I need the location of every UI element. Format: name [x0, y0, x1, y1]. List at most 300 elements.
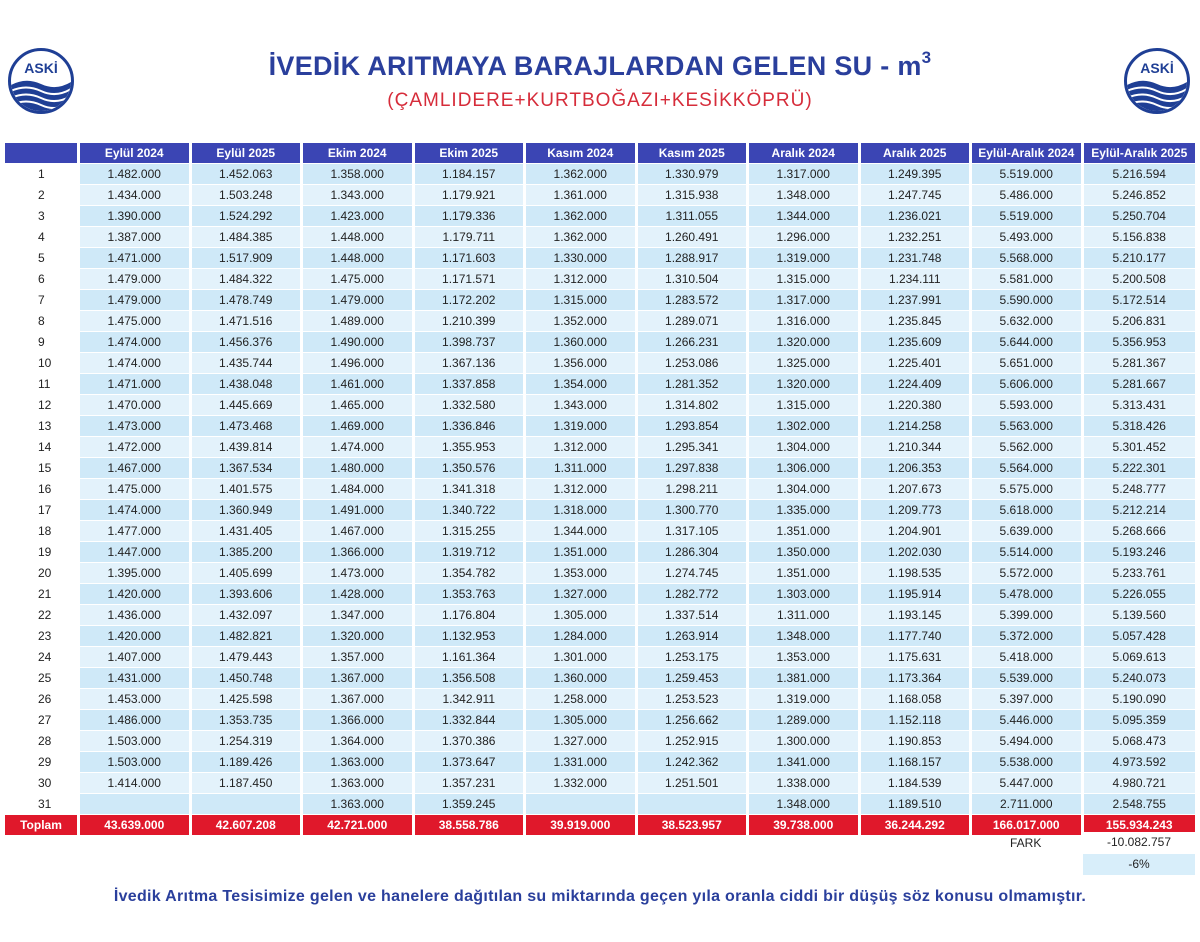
header-cell: Eylül 2024 — [80, 143, 192, 164]
value-cell: 1.363.000 — [303, 794, 415, 815]
page-subtitle: (ÇAMLIDERE+KURTBOĞAZI+KESİKKÖPRÜ) — [387, 90, 813, 111]
value-cell: 5.268.666 — [1084, 521, 1196, 542]
value-cell: 5.068.473 — [1084, 731, 1196, 752]
day-cell: 11 — [5, 374, 80, 395]
value-cell: 1.467.000 — [303, 521, 415, 542]
value-cell: 1.356.000 — [526, 353, 638, 374]
table-row — [5, 227, 1195, 248]
value-cell: 5.216.594 — [1084, 164, 1196, 185]
value-cell: 1.475.000 — [303, 269, 415, 290]
fark-label: FARK — [1010, 836, 1042, 850]
header-cell: Ekim 2024 — [303, 143, 415, 164]
value-cell: 1.354.782 — [415, 563, 527, 584]
value-cell: 5.193.246 — [1084, 542, 1196, 563]
value-cell: 1.288.917 — [638, 248, 750, 269]
value-cell: 1.480.000 — [303, 458, 415, 479]
table-row — [5, 731, 1195, 752]
value-cell: 1.253.175 — [638, 647, 750, 668]
value-cell: 1.477.000 — [80, 521, 192, 542]
page-title-unit-exponent: 3 — [921, 48, 932, 67]
value-cell: 1.311.000 — [526, 458, 638, 479]
value-cell: 1.393.606 — [192, 584, 304, 605]
table-row — [5, 437, 1195, 458]
value-cell: 5.200.508 — [1084, 269, 1196, 290]
value-cell: 5.172.514 — [1084, 290, 1196, 311]
value-cell: 1.252.915 — [638, 731, 750, 752]
value-cell: 1.319.000 — [526, 416, 638, 437]
value-cell: 1.187.450 — [192, 773, 304, 794]
value-cell: 1.254.319 — [192, 731, 304, 752]
aski-logo-text: ASKİ — [1140, 60, 1174, 76]
value-cell: 5.318.426 — [1084, 416, 1196, 437]
value-cell: 1.281.352 — [638, 374, 750, 395]
value-cell: 1.491.000 — [303, 500, 415, 521]
value-cell: 5.644.000 — [972, 332, 1084, 353]
value-cell: 1.353.000 — [749, 647, 861, 668]
value-cell: 5.248.777 — [1084, 479, 1196, 500]
value-cell: 1.359.245 — [415, 794, 527, 815]
value-cell: 1.332.580 — [415, 395, 527, 416]
value-cell: 1.266.231 — [638, 332, 750, 353]
value-cell: 1.289.000 — [749, 710, 861, 731]
value-cell: 5.618.000 — [972, 500, 1084, 521]
value-cell: 1.330.979 — [638, 164, 750, 185]
value-cell: 1.231.748 — [861, 248, 973, 269]
day-cell: 19 — [5, 542, 80, 563]
value-cell: 1.161.364 — [415, 647, 527, 668]
header-cell: Aralık 2025 — [861, 143, 973, 164]
value-cell: 1.351.000 — [749, 521, 861, 542]
value-cell: 1.361.000 — [526, 185, 638, 206]
value-cell: 1.351.000 — [749, 563, 861, 584]
value-cell: 1.479.443 — [192, 647, 304, 668]
header-cell: Kasım 2025 — [638, 143, 750, 164]
value-cell: 1.353.735 — [192, 710, 304, 731]
footer-note: İvedik Arıtma Tesisimize gelen ve hanelere dağıtılan su miktarında geçen yıla oranla ciddi bir düşüş söz konusu olmamıştır. — [113, 888, 1087, 905]
header-cell: Ekim 2025 — [415, 143, 527, 164]
day-cell: 29 — [5, 752, 80, 773]
value-cell: 1.316.000 — [749, 311, 861, 332]
value-cell: 1.286.304 — [638, 542, 750, 563]
value-cell: 1.344.000 — [526, 521, 638, 542]
value-cell: 1.478.749 — [192, 290, 304, 311]
value-cell: 1.350.576 — [415, 458, 527, 479]
value-cell: 1.293.854 — [638, 416, 750, 437]
value-cell: 1.179.336 — [415, 206, 527, 227]
value-cell: 5.069.613 — [1084, 647, 1196, 668]
value-cell: 1.312.000 — [526, 479, 638, 500]
value-cell: 1.315.000 — [526, 290, 638, 311]
table-row — [5, 521, 1195, 542]
value-cell: 1.340.722 — [415, 500, 527, 521]
value-cell: 5.572.000 — [972, 563, 1084, 584]
day-cell: 20 — [5, 563, 80, 584]
value-cell: 1.304.000 — [749, 479, 861, 500]
day-cell: 14 — [5, 437, 80, 458]
value-cell: 1.486.000 — [80, 710, 192, 731]
day-cell: 7 — [5, 290, 80, 311]
value-cell: 1.461.000 — [303, 374, 415, 395]
value-cell: 1.235.609 — [861, 332, 973, 353]
value-cell: 1.352.000 — [526, 311, 638, 332]
value-cell: 1.301.000 — [526, 647, 638, 668]
value-cell: 5.651.000 — [972, 353, 1084, 374]
value-cell: 1.320.000 — [749, 332, 861, 353]
value-cell: 5.250.704 — [1084, 206, 1196, 227]
value-cell: 1.300.770 — [638, 500, 750, 521]
value-cell: 1.263.914 — [638, 626, 750, 647]
value-cell: 1.479.000 — [303, 290, 415, 311]
value-cell: 1.317.000 — [749, 290, 861, 311]
value-cell: 1.317.105 — [638, 521, 750, 542]
total-value-cell: 43.639.000 — [80, 815, 192, 836]
header-cell-day — [5, 143, 80, 164]
table-row — [5, 269, 1195, 290]
value-cell: 1.220.380 — [861, 395, 973, 416]
value-cell: 1.407.000 — [80, 647, 192, 668]
value-cell: 1.341.000 — [749, 752, 861, 773]
day-cell: 31 — [5, 794, 80, 815]
value-cell: 1.473.000 — [303, 563, 415, 584]
day-cell: 30 — [5, 773, 80, 794]
value-cell: 1.435.744 — [192, 353, 304, 374]
value-cell: 1.395.000 — [80, 563, 192, 584]
table-row — [5, 185, 1195, 206]
day-cell: 26 — [5, 689, 80, 710]
value-cell: 1.179.711 — [415, 227, 527, 248]
value-cell: 5.240.073 — [1084, 668, 1196, 689]
total-value-cell: 38.558.786 — [415, 815, 527, 836]
value-cell: 5.356.953 — [1084, 332, 1196, 353]
value-cell: 5.281.667 — [1084, 374, 1196, 395]
value-cell: 5.519.000 — [972, 164, 1084, 185]
value-cell: 1.214.258 — [861, 416, 973, 437]
value-cell: 1.204.901 — [861, 521, 973, 542]
value-cell: 1.473.000 — [80, 416, 192, 437]
value-cell: 1.452.063 — [192, 164, 304, 185]
value-cell: 1.484.000 — [303, 479, 415, 500]
value-cell: 1.168.058 — [861, 689, 973, 710]
value-cell: 1.305.000 — [526, 605, 638, 626]
total-value-cell: 39.919.000 — [526, 815, 638, 836]
value-cell: 1.428.000 — [303, 584, 415, 605]
value-cell: 1.489.000 — [303, 311, 415, 332]
value-cell: 1.320.000 — [749, 374, 861, 395]
value-cell: 1.256.662 — [638, 710, 750, 731]
value-cell: 1.405.699 — [192, 563, 304, 584]
page-title — [0, 50, 1200, 82]
value-cell: 1.251.501 — [638, 773, 750, 794]
total-value-cell: 42.607.208 — [192, 815, 304, 836]
value-cell: 1.503.248 — [192, 185, 304, 206]
table-row — [5, 479, 1195, 500]
value-cell: 1.423.000 — [303, 206, 415, 227]
value-cell: 1.347.000 — [303, 605, 415, 626]
value-cell: 1.237.991 — [861, 290, 973, 311]
value-cell: 1.360.000 — [526, 668, 638, 689]
value-cell: 1.331.000 — [526, 752, 638, 773]
table-row — [5, 353, 1195, 374]
value-cell: 1.315.000 — [749, 395, 861, 416]
value-cell: 1.420.000 — [80, 626, 192, 647]
value-cell: 1.236.021 — [861, 206, 973, 227]
value-cell: 1.249.395 — [861, 164, 973, 185]
header-cell: Kasım 2024 — [526, 143, 638, 164]
value-cell: 1.475.000 — [80, 479, 192, 500]
day-cell: 28 — [5, 731, 80, 752]
value-cell: 1.325.000 — [749, 353, 861, 374]
value-cell: 1.332.844 — [415, 710, 527, 731]
value-cell: 1.253.523 — [638, 689, 750, 710]
total-value-cell: 155.934.243 — [1084, 815, 1196, 836]
value-cell: 5.519.000 — [972, 206, 1084, 227]
value-cell: 1.253.086 — [638, 353, 750, 374]
value-cell: 1.348.000 — [749, 626, 861, 647]
value-cell: 1.258.000 — [526, 689, 638, 710]
value-cell: 1.484.322 — [192, 269, 304, 290]
day-cell: 12 — [5, 395, 80, 416]
value-cell: 5.568.000 — [972, 248, 1084, 269]
value-cell: 1.295.341 — [638, 437, 750, 458]
day-cell: 22 — [5, 605, 80, 626]
value-cell: 5.539.000 — [972, 668, 1084, 689]
value-cell: 1.448.000 — [303, 227, 415, 248]
value-cell: 1.470.000 — [80, 395, 192, 416]
value-cell: 1.517.909 — [192, 248, 304, 269]
value-cell: 5.246.852 — [1084, 185, 1196, 206]
table-row — [5, 584, 1195, 605]
value-cell: 1.439.814 — [192, 437, 304, 458]
value-cell: 1.431.405 — [192, 521, 304, 542]
value-cell: 1.360.000 — [526, 332, 638, 353]
header-cell: Eylül-Aralık 2024 — [972, 143, 1084, 164]
value-cell: 2.711.000 — [972, 794, 1084, 815]
value-cell: 1.320.000 — [303, 626, 415, 647]
value-cell: 1.306.000 — [749, 458, 861, 479]
value-cell: 1.319.000 — [749, 248, 861, 269]
value-cell: 1.184.157 — [415, 164, 527, 185]
value-cell: 1.177.740 — [861, 626, 973, 647]
value-cell: 1.356.508 — [415, 668, 527, 689]
table-body — [5, 164, 1195, 815]
value-cell: 5.538.000 — [972, 752, 1084, 773]
value-cell: 1.172.202 — [415, 290, 527, 311]
value-cell: 1.336.846 — [415, 416, 527, 437]
day-cell: 5 — [5, 248, 80, 269]
value-cell: 1.341.318 — [415, 479, 527, 500]
value-cell: 1.304.000 — [749, 437, 861, 458]
value-cell: 1.330.000 — [526, 248, 638, 269]
day-cell: 16 — [5, 479, 80, 500]
value-cell: 1.438.048 — [192, 374, 304, 395]
value-cell: 1.171.603 — [415, 248, 527, 269]
value-cell: 5.313.431 — [1084, 395, 1196, 416]
value-cell: 1.447.000 — [80, 542, 192, 563]
value-cell: 1.343.000 — [526, 395, 638, 416]
day-cell: 27 — [5, 710, 80, 731]
value-cell: 1.242.362 — [638, 752, 750, 773]
value-cell: 1.224.409 — [861, 374, 973, 395]
value-cell: 1.302.000 — [749, 416, 861, 437]
value-cell: 1.225.401 — [861, 353, 973, 374]
value-cell: 1.247.745 — [861, 185, 973, 206]
value-cell: 1.317.000 — [749, 164, 861, 185]
value-cell: 1.207.673 — [861, 479, 973, 500]
value-cell: 1.471.000 — [80, 374, 192, 395]
value-cell: 1.503.000 — [80, 731, 192, 752]
water-table — [5, 143, 1195, 836]
value-cell: 1.469.000 — [303, 416, 415, 437]
value-cell: 1.353.763 — [415, 584, 527, 605]
value-cell: 5.212.214 — [1084, 500, 1196, 521]
value-cell: 1.474.000 — [80, 332, 192, 353]
value-cell: 1.319.712 — [415, 542, 527, 563]
value-cell: 4.980.721 — [1084, 773, 1196, 794]
value-cell: 5.057.428 — [1084, 626, 1196, 647]
header-cell: Eylül-Aralık 2025 — [1084, 143, 1196, 164]
value-cell: 1.152.118 — [861, 710, 973, 731]
value-cell: 1.318.000 — [526, 500, 638, 521]
value-cell: 1.414.000 — [80, 773, 192, 794]
value-cell: 5.590.000 — [972, 290, 1084, 311]
value-cell: 1.189.426 — [192, 752, 304, 773]
table-row — [5, 290, 1195, 311]
value-cell: 1.315.938 — [638, 185, 750, 206]
value-cell: 1.274.745 — [638, 563, 750, 584]
header-cell: Eylül 2025 — [192, 143, 304, 164]
value-cell: 5.446.000 — [972, 710, 1084, 731]
value-cell: 1.362.000 — [526, 227, 638, 248]
value-cell: 5.156.838 — [1084, 227, 1196, 248]
value-cell: 1.360.949 — [192, 500, 304, 521]
value-cell: 1.350.000 — [749, 542, 861, 563]
value-cell: 1.367.000 — [303, 668, 415, 689]
value-cell: 1.193.145 — [861, 605, 973, 626]
value-cell: 1.338.000 — [749, 773, 861, 794]
value-cell: 1.314.802 — [638, 395, 750, 416]
value-cell: 1.289.071 — [638, 311, 750, 332]
value-cell: 1.332.000 — [526, 773, 638, 794]
total-value-cell: 42.721.000 — [303, 815, 415, 836]
day-cell: 17 — [5, 500, 80, 521]
value-cell: 1.453.000 — [80, 689, 192, 710]
value-cell: 1.358.000 — [303, 164, 415, 185]
value-cell: 5.493.000 — [972, 227, 1084, 248]
value-cell: 1.132.953 — [415, 626, 527, 647]
value-cell: 5.206.831 — [1084, 311, 1196, 332]
table-row — [5, 773, 1195, 794]
table-row — [5, 458, 1195, 479]
value-cell: 1.490.000 — [303, 332, 415, 353]
value-cell: 1.363.000 — [303, 773, 415, 794]
table-row — [5, 710, 1195, 731]
value-cell: 5.581.000 — [972, 269, 1084, 290]
value-cell: 1.176.804 — [415, 605, 527, 626]
value-cell: 1.465.000 — [303, 395, 415, 416]
value-cell: 5.372.000 — [972, 626, 1084, 647]
value-cell: 1.312.000 — [526, 437, 638, 458]
value-cell: 1.450.748 — [192, 668, 304, 689]
value-cell: 1.355.953 — [415, 437, 527, 458]
value-cell: 1.209.773 — [861, 500, 973, 521]
value-cell: 1.189.510 — [861, 794, 973, 815]
table-row — [5, 605, 1195, 626]
value-cell: 5.494.000 — [972, 731, 1084, 752]
value-cell: 1.445.669 — [192, 395, 304, 416]
table-row — [5, 248, 1195, 269]
value-cell: 5.564.000 — [972, 458, 1084, 479]
value-cell: 1.283.572 — [638, 290, 750, 311]
table-row — [5, 500, 1195, 521]
value-cell: 1.473.468 — [192, 416, 304, 437]
value-cell: 1.337.514 — [638, 605, 750, 626]
value-cell: 1.385.200 — [192, 542, 304, 563]
value-cell: 1.357.000 — [303, 647, 415, 668]
table-row — [5, 311, 1195, 332]
value-cell: 1.298.211 — [638, 479, 750, 500]
day-cell: 9 — [5, 332, 80, 353]
value-cell: 1.401.575 — [192, 479, 304, 500]
value-cell: 1.171.571 — [415, 269, 527, 290]
value-cell: 1.398.737 — [415, 332, 527, 353]
value-cell: 1.366.000 — [303, 542, 415, 563]
value-cell: 1.300.000 — [749, 731, 861, 752]
table-row — [5, 164, 1195, 185]
value-cell: 1.235.845 — [861, 311, 973, 332]
total-value-cell: 38.523.957 — [638, 815, 750, 836]
value-cell: 1.472.000 — [80, 437, 192, 458]
value-cell: 1.351.000 — [526, 542, 638, 563]
value-cell: 1.474.000 — [80, 353, 192, 374]
value-cell: 1.381.000 — [749, 668, 861, 689]
value-cell: 1.353.000 — [526, 563, 638, 584]
value-cell: 1.420.000 — [80, 584, 192, 605]
value-cell: 1.496.000 — [303, 353, 415, 374]
value-cell: 1.190.853 — [861, 731, 973, 752]
value-cell — [638, 794, 750, 815]
value-cell: 5.478.000 — [972, 584, 1084, 605]
value-cell: 1.296.000 — [749, 227, 861, 248]
value-cell: 1.343.000 — [303, 185, 415, 206]
value-cell: 1.471.000 — [80, 248, 192, 269]
value-cell: 1.479.000 — [80, 290, 192, 311]
value-cell: 1.198.535 — [861, 563, 973, 584]
value-cell: 5.447.000 — [972, 773, 1084, 794]
value-cell: 1.311.055 — [638, 206, 750, 227]
value-cell: 1.260.491 — [638, 227, 750, 248]
table-row — [5, 668, 1195, 689]
fark-value: -10.082.757 — [1083, 832, 1195, 853]
value-cell: 1.479.000 — [80, 269, 192, 290]
value-cell — [526, 794, 638, 815]
value-cell: 5.397.000 — [972, 689, 1084, 710]
value-cell: 1.370.386 — [415, 731, 527, 752]
day-cell: 21 — [5, 584, 80, 605]
aski-logo-text: ASKİ — [24, 60, 58, 76]
value-cell: 1.467.000 — [80, 458, 192, 479]
value-cell: 1.362.000 — [526, 206, 638, 227]
day-cell: 4 — [5, 227, 80, 248]
value-cell: 5.226.055 — [1084, 584, 1196, 605]
value-cell: 5.486.000 — [972, 185, 1084, 206]
table-row — [5, 332, 1195, 353]
value-cell: 5.190.090 — [1084, 689, 1196, 710]
page-title-text: İVEDİK ARITMAYA BARAJLARDAN GELEN SU - m — [268, 51, 922, 81]
value-cell: 1.367.000 — [303, 689, 415, 710]
value-cell: 1.315.000 — [749, 269, 861, 290]
value-cell: 1.344.000 — [749, 206, 861, 227]
day-cell: 13 — [5, 416, 80, 437]
